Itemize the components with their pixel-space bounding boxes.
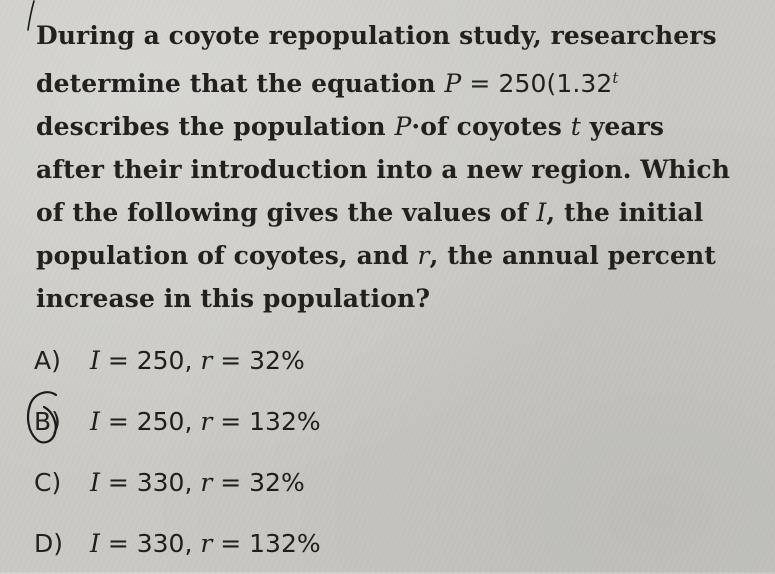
question-line-5-a: of the following gives the values of: [36, 198, 537, 227]
variable-p: P: [394, 112, 412, 141]
question-line-1: During a coyote repopulation study, researchers: [36, 21, 717, 50]
choice-a[interactable]: [34, 330, 734, 391]
choice-b-r-val: = 132%: [212, 407, 321, 436]
choice-b-math: [90, 407, 321, 436]
question-line-3: [36, 105, 766, 148]
choice-c-letter: C): [34, 468, 62, 497]
question-text: [36, 14, 766, 320]
question-line-3-c: years: [580, 112, 665, 141]
question-line-2: [36, 57, 766, 105]
question-line-3-b: ·of coyotes: [411, 112, 571, 141]
choice-a-i-val: = 250,: [99, 346, 201, 375]
equation-variable-p: P: [444, 69, 462, 98]
question-line-5-b: , the initial: [546, 198, 704, 227]
choice-c[interactable]: [34, 452, 734, 513]
choice-d-i-val: = 330,: [99, 529, 201, 558]
choice-d-r-var: r: [200, 529, 213, 558]
choice-c-math: [90, 468, 305, 497]
choice-d[interactable]: [34, 513, 734, 574]
equation: [444, 69, 618, 98]
choice-c-r-var: r: [200, 468, 213, 497]
choice-d-letter: D): [34, 529, 64, 558]
choice-c-r-val: = 32%: [212, 468, 305, 497]
question-line-7: increase in this population?: [36, 284, 431, 313]
choice-a-letter: A): [34, 346, 61, 375]
choice-c-i-var: I: [90, 468, 100, 497]
answer-choices: [34, 330, 734, 574]
question-line-6-a: population of coyotes, and: [36, 241, 418, 270]
choice-a-i-var: I: [90, 346, 100, 375]
variable-r: r: [417, 241, 430, 270]
question-line-2-text: determine that the equation: [36, 69, 445, 98]
variable-t: t: [570, 112, 581, 141]
question-line-6: [36, 234, 766, 277]
equation-body: = 250(1.32: [461, 69, 613, 98]
choice-d-r-val: = 132%: [212, 529, 321, 558]
choice-d-i-var: I: [90, 529, 100, 558]
choice-a-math: [90, 346, 305, 375]
choice-a-r-var: r: [200, 346, 213, 375]
question-line-5: [36, 191, 766, 234]
equation-exponent: t: [612, 69, 619, 87]
question-line-3-a: describes the population: [36, 112, 395, 141]
choice-b-i-var: I: [90, 407, 100, 436]
choice-d-math: [90, 529, 321, 558]
choice-b-i-val: = 250,: [99, 407, 201, 436]
question-line-6-b: , the annual percent: [429, 241, 716, 270]
choice-a-r-val: = 32%: [212, 346, 305, 375]
choice-b-r-var: r: [200, 407, 213, 436]
variable-i: I: [536, 198, 547, 227]
choice-b[interactable]: [34, 391, 734, 452]
choice-b-letter: B): [34, 407, 61, 436]
choice-c-i-val: = 330,: [99, 468, 201, 497]
question-line-4: after their introduction into a new region. Which: [36, 155, 730, 184]
